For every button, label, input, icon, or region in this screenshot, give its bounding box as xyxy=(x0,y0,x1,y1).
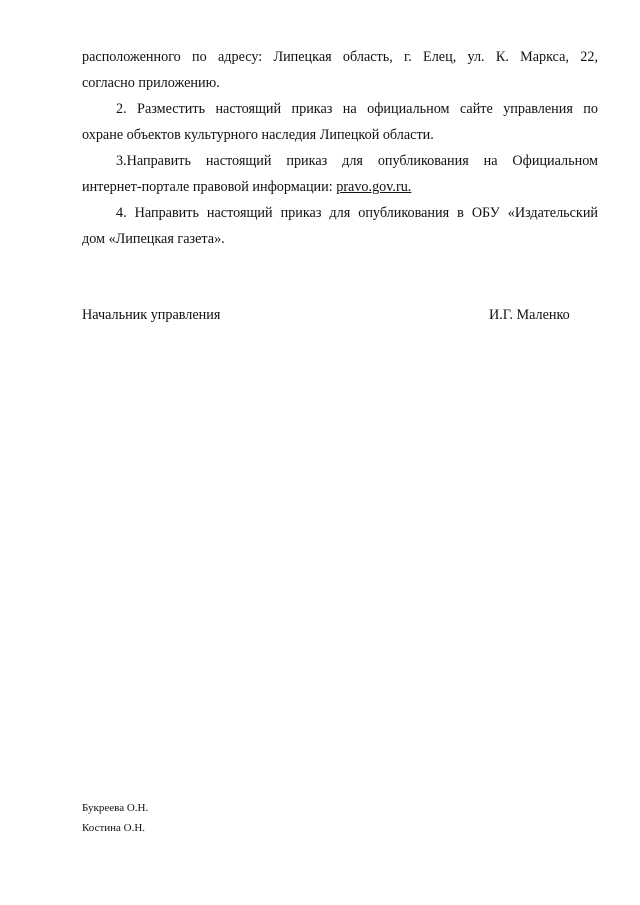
paragraph-line: согласно приложению. xyxy=(82,75,220,91)
paragraph-line-text: интернет-портале правовой информации: xyxy=(82,179,333,195)
executor-name: Костина О.Н. xyxy=(82,822,146,834)
paragraph-item-2 xyxy=(82,96,598,148)
paragraph-line: 2. Разместить настоящий приказ на официальном сайте управления по xyxy=(116,101,598,117)
paragraph-line: расположенного по адресу: Липецкая область, г. Елец, ул. К. Маркса, 22, xyxy=(82,49,598,65)
executor-name: Букреева О.Н. xyxy=(82,802,149,814)
paragraph-line: 4. Направить настоящий приказ для опубликования в ОБУ «Издательский xyxy=(116,205,598,221)
paragraph-line xyxy=(82,174,598,200)
paragraph-line: 3.Направить настоящий приказ для опубликования на Официальном xyxy=(116,153,598,169)
signatory-name: И.Г. Маленко xyxy=(489,307,570,323)
signatory-title: Начальник управления xyxy=(82,307,221,323)
paragraph-address xyxy=(82,44,598,96)
paragraph-item-4 xyxy=(82,200,598,252)
paragraph-item-3 xyxy=(82,148,598,200)
document-body xyxy=(82,44,598,252)
pravo-link[interactable]: pravo.gov.ru. xyxy=(336,179,412,195)
paragraph-line: охране объектов культурного наследия Липецкой области. xyxy=(82,127,434,143)
paragraph-line: дом «Липецкая газета». xyxy=(82,231,225,247)
executors-list xyxy=(82,798,148,838)
